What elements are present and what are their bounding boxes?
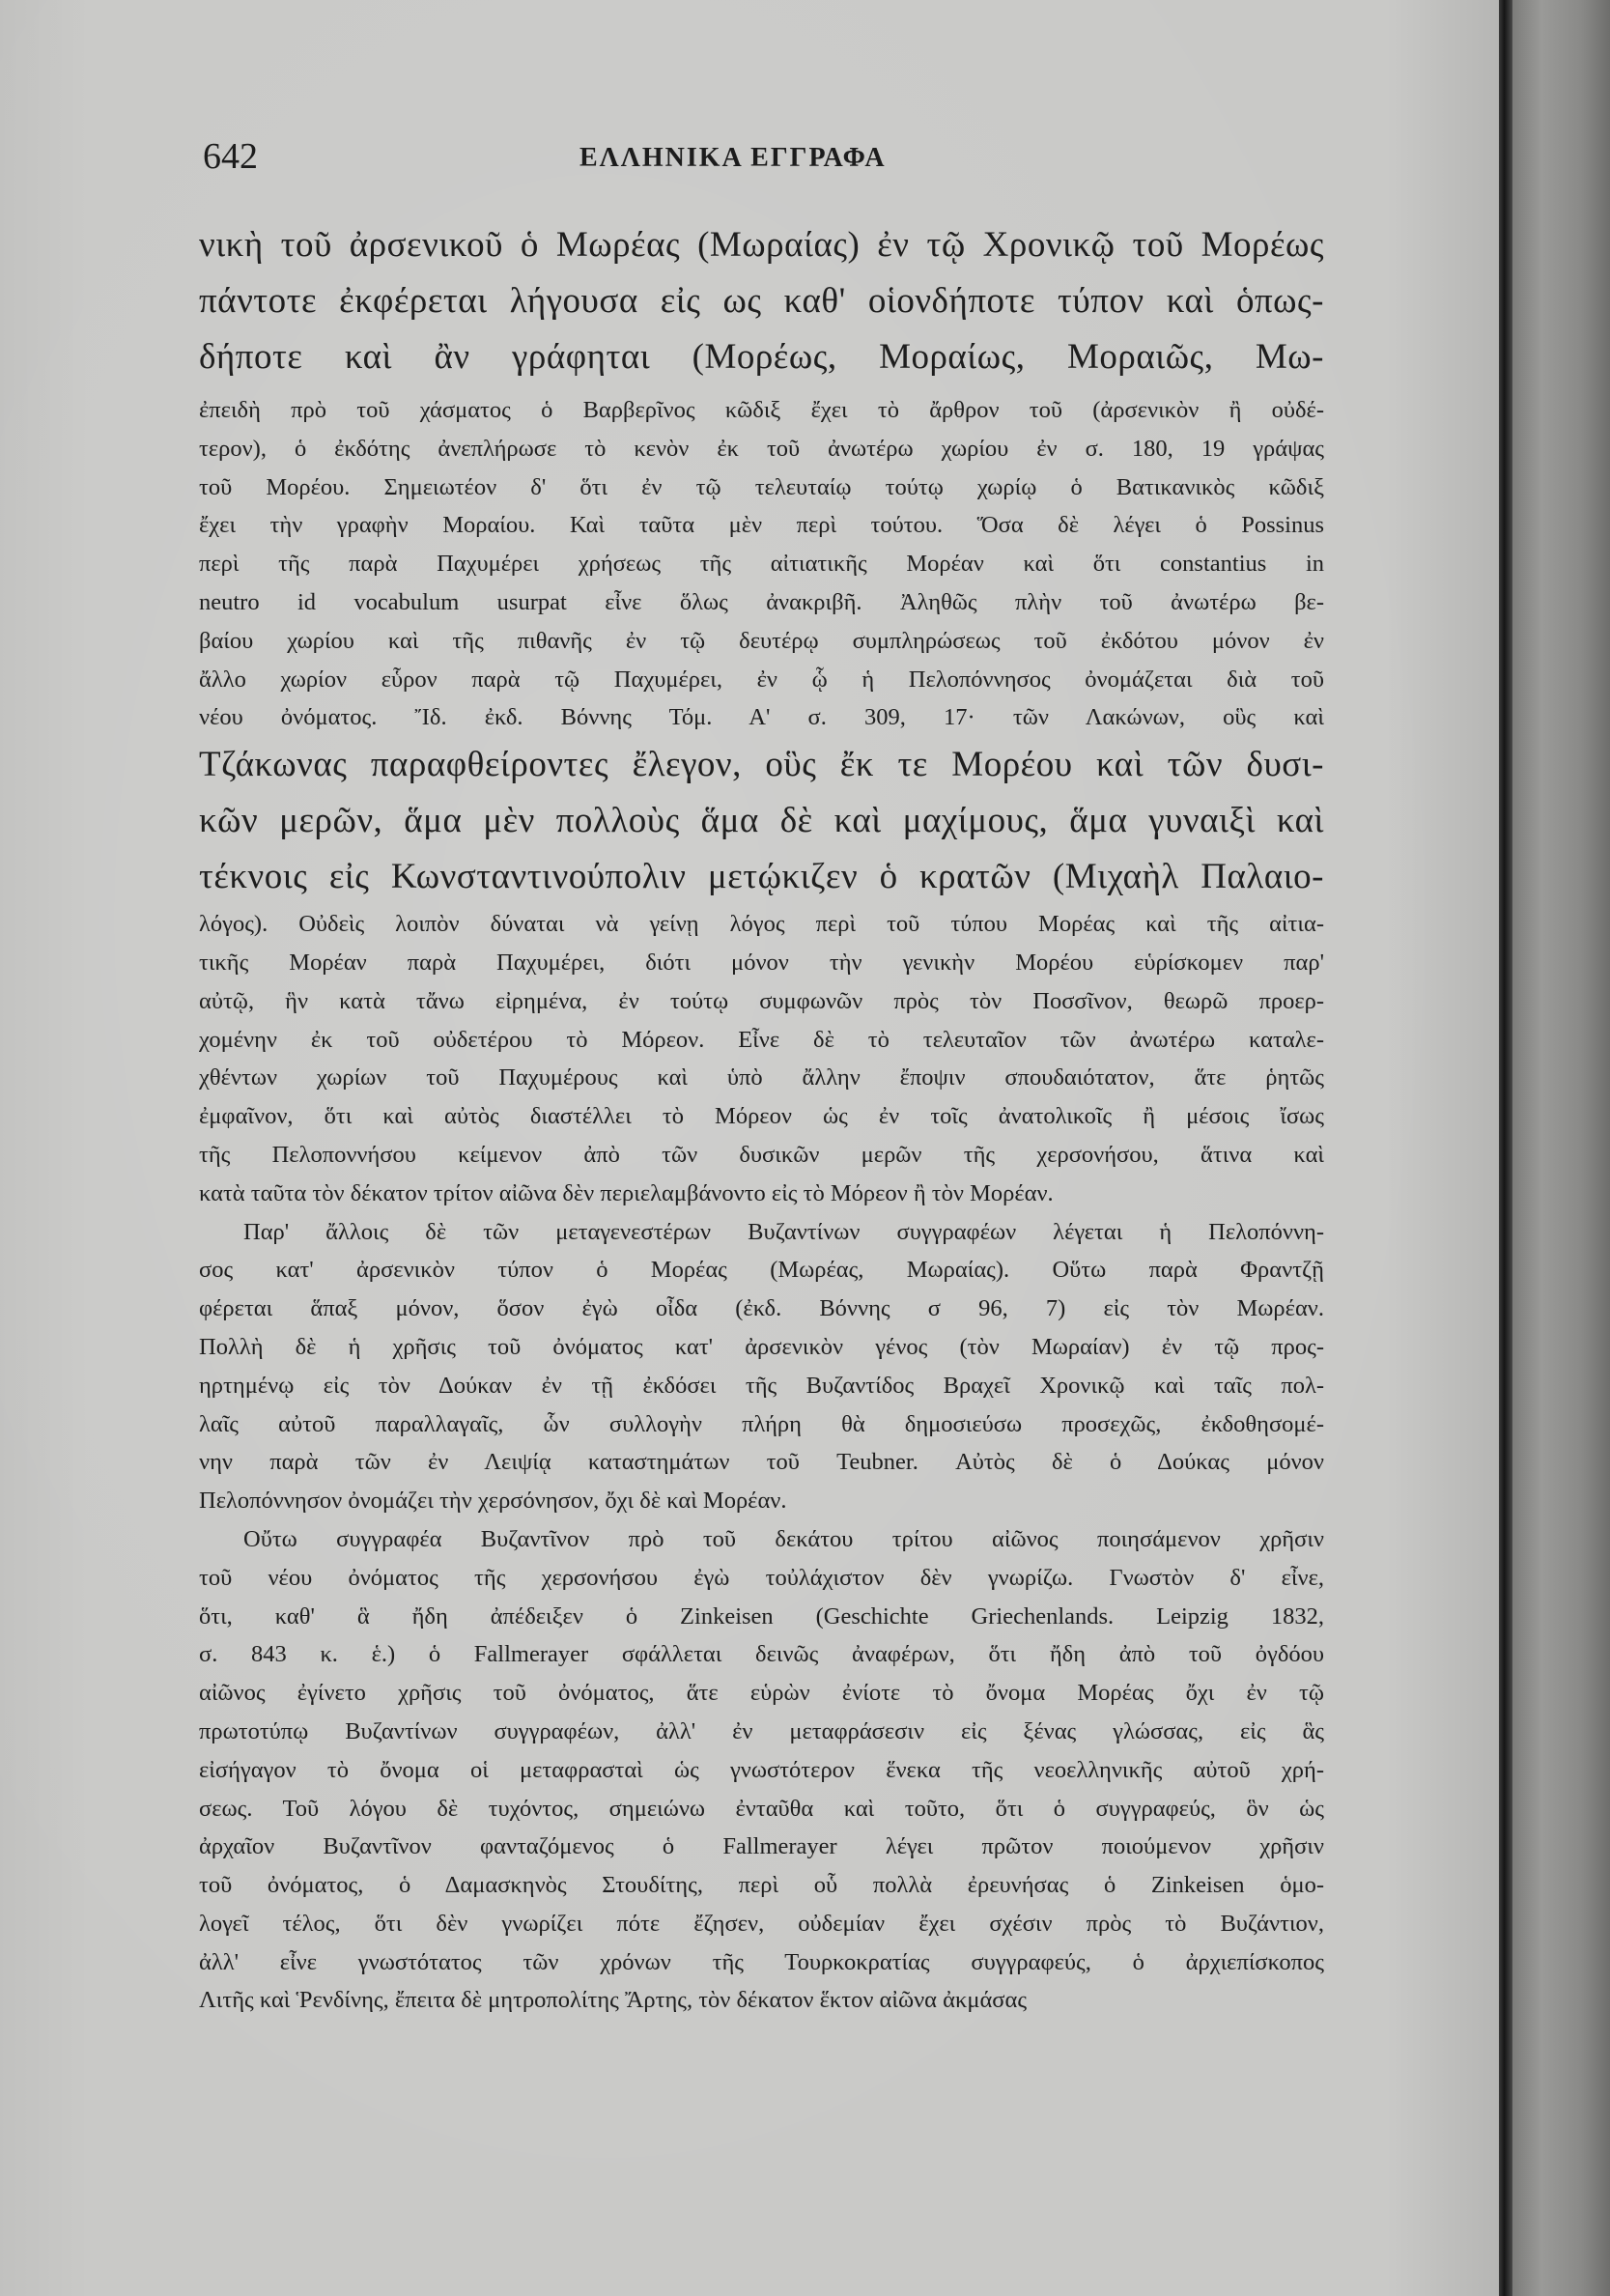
text-line: λαῖς αὐτοῦ παραλλαγαῖς, ὧν συλλογὴν πλήρη θὰ δημοσιεύσω προσεχῶς, ἐκδοθησομέ- (199, 1410, 1324, 1437)
text-line: Πελοπόννησον ὀνομάζει τὴν χερσόνησον, ὄχι δὲ καὶ Μορέαν. (199, 1488, 787, 1515)
text-line: ηρτημένῳ εἰς τὸν Δούκαν ἐν τῇ ἐκδόσει τῆς Βυζαντίδος Βραχεῖ Χρονικῷ καὶ ταῖς πολ- (199, 1372, 1324, 1399)
paragraph-start-line: Οὔτω συγγραφέα Βυζαντῖνον πρὸ τοῦ δεκάτου τρίτου αἰῶνος ποιησάμενον χρῆσιν (243, 1525, 1324, 1552)
text-line: τερον), ὁ ἐκδότης ἀνεπλήρωσε τὸ κενὸν ἐκ τοῦ ἀνωτέρω χωρίου ἐν σ. 180, 19 γράψας (199, 435, 1324, 462)
text-line: Πολλὴ δὲ ἡ χρῆσις τοῦ ὀνόματος κατ' ἀρσενικὸν γένος (τὸν Μωραίαν) ἐν τῷ προς- (199, 1333, 1324, 1360)
text-line: δήποτε καὶ ἂν γράφηται (Μορέως, Μοραίως, Μοραιῶς, Μω- (199, 337, 1324, 377)
text-line: νην παρὰ τῶν ἐν Λειψίᾳ καταστημάτων τοῦ Teubner. Αὐτὸς δὲ ὁ Δούκας μόνον (199, 1449, 1324, 1476)
text-line: λογεῖ τέλος, ὅτι δὲν γνωρίζει πότε ἔζησεν, οὐδεμίαν ἔχει σχέσιν πρὸς τὸ Βυζάντιον, (199, 1910, 1324, 1937)
text-line: πρωτοτύπῳ Βυζαντίνων συγγραφέων, ἀλλ' ἐν μεταφράσεσιν εἰς ξένας γλώσσας, εἰς ἃς (199, 1717, 1324, 1744)
text-line: νέου ὀνόματος. Ἴδ. ἐκδ. Βόννης Τόμ. Α' σ. 309, 17· τῶν Λακώνων, οὓς καὶ (199, 704, 1324, 731)
running-title: ΕΛΛΗΝΙΚΑ ΕΓΓΡΑΦΑ (579, 143, 887, 173)
text-line: φέρεται ἅπαξ μόνον, ὅσον ἐγὼ οἶδα (ἐκδ. Βόννης σ 96, 7) εἰς τὸν Μωρέαν. (199, 1295, 1324, 1322)
text-line: πάντοτε ἐκφέρεται λήγουσα εἰς ως καθ' οἱονδήποτε τύπον καὶ ὁπως- (199, 281, 1324, 321)
text-line: λόγος). Οὐδεὶς λοιπὸν δύναται νὰ γείνῃ λόγος περὶ τοῦ τύπου Μορέας καὶ τῆς αἰτια- (199, 911, 1324, 938)
text-line: τέκνοις εἰς Κωνσταντινούπολιν μετῴκιζεν ὁ κρατῶν (Μιχαὴλ Παλαιο- (199, 857, 1324, 897)
text-line: κῶν μερῶν, ἅμα μὲν πολλοὺς ἅμα δὲ καὶ μαχίμους, ἅμα γυναιξὶ καὶ (199, 801, 1324, 841)
book-gutter (1499, 0, 1512, 2296)
text-line: ἔχει τὴν γραφὴν Μοραίου. Καὶ ταῦτα μὲν περὶ τούτου. Ὅσα δὲ λέγει ὁ Possinus (199, 512, 1324, 539)
text-line: ἐπειδὴ πρὸ τοῦ χάσματος ὁ Βαρβερῖνος κῶδιξ ἔχει τὸ ἄρθρον τοῦ (ἀρσενικὸν ἢ οὐδέ- (199, 397, 1324, 423)
text-line: τοῦ νέου ὀνόματος τῆς χερσονήσου ἐγὼ τοὐλάχιστον δὲν γνωρίζω. Γνωστὸν δ' εἶνε, (199, 1564, 1324, 1591)
text-line: σ. 843 κ. ἑ.) ὁ Fallmerayer σφάλλεται δεινῶς ἀναφέρων, ὅτι ἤδη ἀπὸ τοῦ ὀγδόου (199, 1641, 1324, 1668)
text-line: σος κατ' ἀρσενικὸν τύπον ὁ Μορέας (Μωρέας, Μωραίας). Οὕτω παρὰ Φραντζῇ (199, 1257, 1324, 1284)
text-line: ὅτι, καθ' ἃ ἤδη ἀπέδειξεν ὁ Zinkeisen (Geschichte Griechenlands. Leipzig 1832, (199, 1602, 1324, 1630)
text-line: εἰσήγαγον τὸ ὄνομα οἱ μεταφρασταὶ ὡς γνωστότερον ἕνεκα τῆς νεοελληνικῆς αὐτοῦ χρή- (199, 1756, 1324, 1783)
text-line: ἀλλ' εἶνε γνωστότατος τῶν χρόνων τῆς Τουρκοκρατίας συγγραφεύς, ὁ ἀρχιεπίσκοπος (199, 1948, 1324, 1975)
page-number: 642 (203, 136, 258, 177)
text-line: σεως. Τοῦ λόγου δὲ τυχόντος, σημειώνω ἐνταῦθα καὶ τοῦτο, ὅτι ὁ συγγραφεύς, ὃν ὡς (199, 1795, 1324, 1822)
paragraph-start-line: Παρ' ἄλλοις δὲ τῶν μεταγενεστέρων Βυζαντίνων συγγραφέων λέγεται ἡ Πελοπόννη- (243, 1218, 1324, 1245)
text-line: τοῦ ὀνόματος, ὁ Δαμασκηνὸς Στουδίτης, περὶ οὗ πολλὰ ἐρευνήσας ὁ Zinkeisen ὁμο- (199, 1872, 1324, 1899)
text-line: κατὰ ταῦτα τὸν δέκατον τρίτον αἰῶνα δὲν περιελαμβάνοντο εἰς τὸ Μόρεον ἢ τὸν Μορέαν. (199, 1179, 1054, 1206)
text-line: βαίου χωρίου καὶ τῆς πιθανῆς ἐν τῷ δευτέρῳ συμπληρώσεως τοῦ ἐκδότου μόνον ἐν (199, 627, 1324, 654)
text-line: ἄλλο χωρίον εὗρον παρὰ τῷ Παχυμέρει, ἐν ᾧ ἡ Πελοπόννησος ὀνομάζεται διὰ τοῦ (199, 666, 1324, 693)
facing-page-edge (1512, 0, 1610, 2296)
text-line: αὐτῷ, ἣν κατὰ τἄνω εἰρημένα, ἐν τούτῳ συμφωνῶν πρὸς τὸν Ποσσῖνον, θεωρῶ προερ- (199, 987, 1324, 1014)
body-text (199, 217, 1324, 2020)
text-line: ἐμφαῖνον, ὅτι καὶ αὐτὸς διαστέλλει τὸ Μόρεον ὡς ἐν τοῖς ἀνατολικοῖς ἢ μέσοις ἴσως (199, 1103, 1324, 1130)
text-line: τικῆς Μορέαν παρὰ Παχυμέρει, διότι μόνον τὴν γενικὴν Μορέου εὑρίσκομεν παρ' (199, 949, 1324, 976)
page-header (203, 135, 1342, 184)
text-line: αἰῶνος ἐγίνετο χρῆσις τοῦ ὀνόματος, ἅτε εὑρὼν ἐνίοτε τὸ ὄνομα Μορέας ὄχι ἐν τῷ (199, 1680, 1324, 1707)
text-line: χθέντων χωρίων τοῦ Παχυμέρους καὶ ὑπὸ ἄλλην ἔποψιν σπουδαιότατον, ἅτε ῥητῶς (199, 1064, 1324, 1091)
text-line: neutro id vocabulum usurpat εἶνε ὅλως ἀνακριβῆ. Ἀληθῶς πλὴν τοῦ ἀνωτέρω βε- (199, 588, 1324, 615)
text-line: νικὴ τοῦ ἀρσενικοῦ ὁ Μωρέας (Μωραίας) ἐν τῷ Χρονικῷ τοῦ Μορέως (199, 225, 1324, 265)
text-line: χομένην ἐκ τοῦ οὐδετέρου τὸ Μόρεον. Εἶνε δὲ τὸ τελευταῖον τῶν ἀνωτέρω καταλε- (199, 1026, 1324, 1053)
text-line: ἀρχαῖον Βυζαντῖνον φανταζόμενος ὁ Fallmerayer λέγει πρῶτον ποιούμενον χρῆσιν (199, 1833, 1324, 1860)
text-line: Τζάκωνας παραφθείροντες ἔλεγον, οὓς ἔκ τε Μορέου καὶ τῶν δυσι- (199, 745, 1324, 785)
text-line: Λιτῆς καὶ Ῥενδίνης, ἔπειτα δὲ μητροπολίτης Ἄρτης, τὸν δέκατον ἕκτον αἰῶνα ἀκμάσας (199, 1987, 1028, 2014)
text-line: περὶ τῆς παρὰ Παχυμέρει χρήσεως τῆς αἰτιατικῆς Μορέαν καὶ ὅτι constantius in (199, 551, 1324, 578)
text-line: τῆς Πελοποννήσου κείμενον ἀπὸ τῶν δυσικῶν μερῶν τῆς χερσονήσου, ἅτινα καὶ (199, 1141, 1324, 1168)
text-line: τοῦ Μορέου. Σημειωτέον δ' ὅτι ἐν τῷ τελευταίῳ τούτῳ χωρίῳ ὁ Βατικανικὸς κῶδιξ (199, 473, 1324, 500)
